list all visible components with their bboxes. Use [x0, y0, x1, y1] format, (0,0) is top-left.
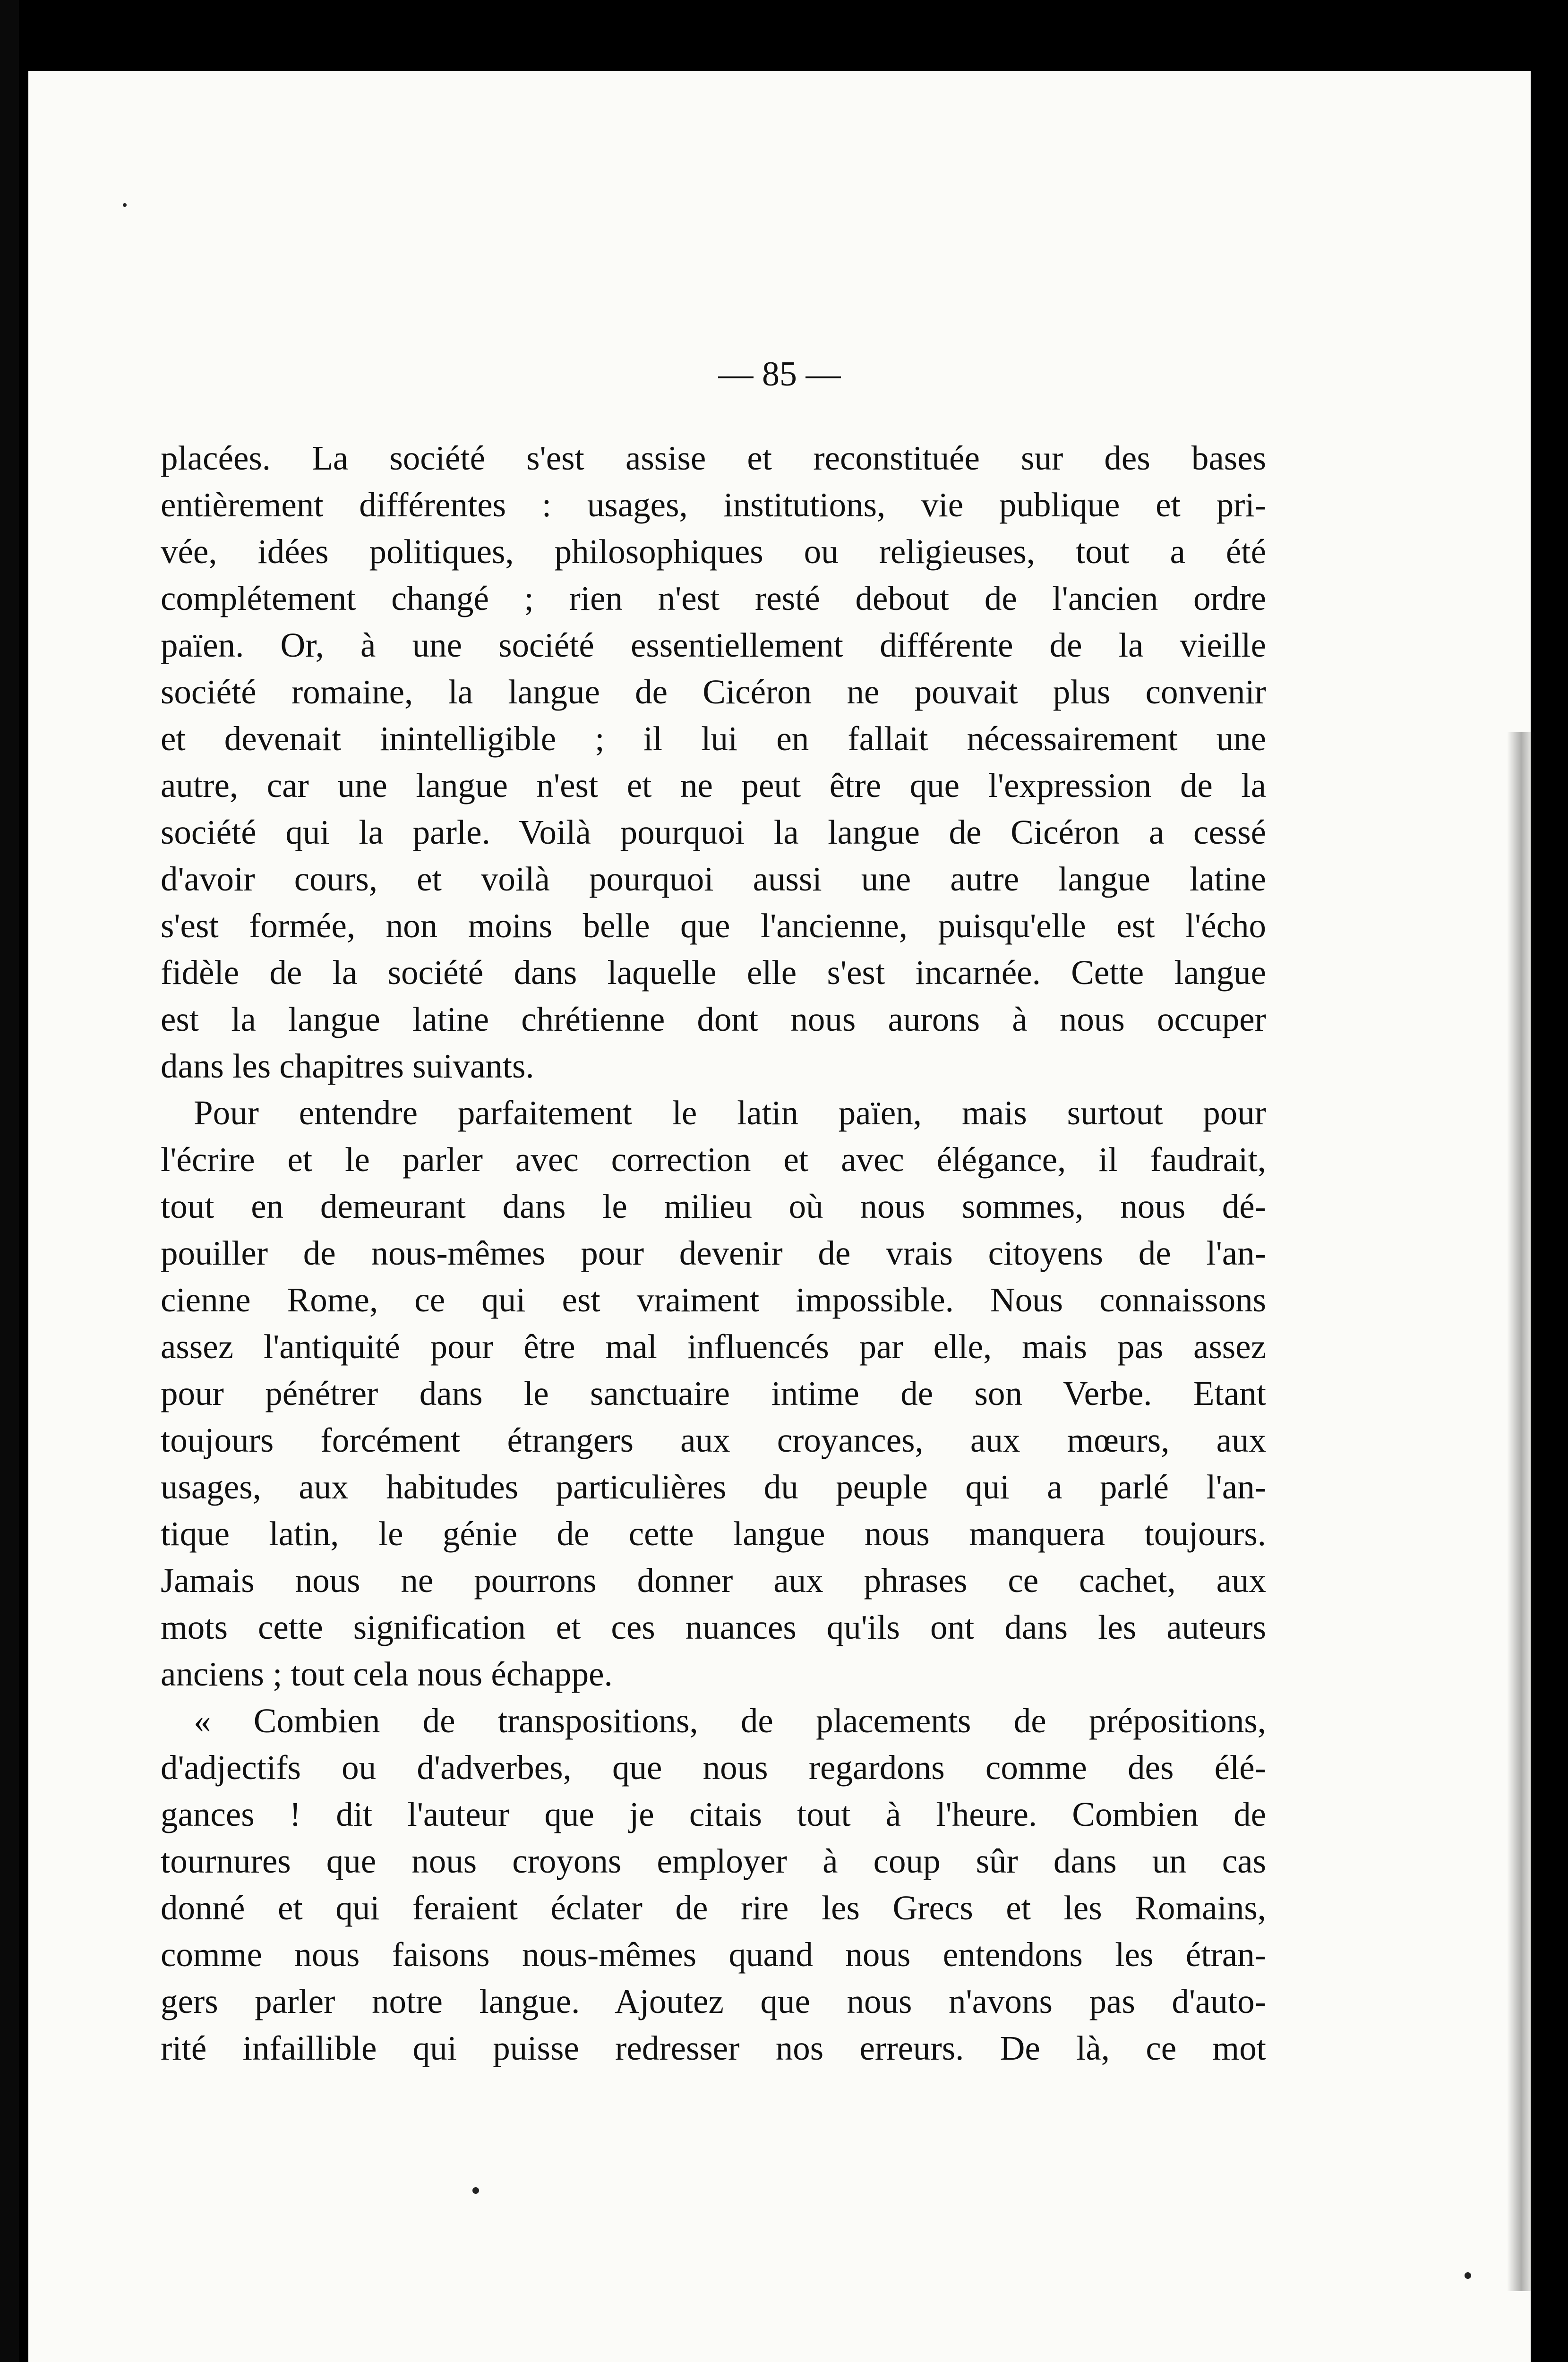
text-line: païen. Or, à une société essentiellement différente de la vieille: [161, 626, 1266, 664]
text-line: donné et qui feraient éclater de rire les Grecs et les Romains,: [161, 1889, 1266, 1927]
text-line: complétement changé ; rien n'est resté debout de l'ancien ordre: [161, 579, 1266, 617]
text-line: rité infaillible qui puisse redresser nos erreurs. De là, ce mot: [161, 2029, 1266, 2067]
text-line: « Combien de transpositions, de placements de prépositions,: [194, 1702, 1266, 1740]
page-sheet: [28, 71, 1531, 2362]
text-line: tique latin, le génie de cette langue nous manquera toujours.: [161, 1515, 1266, 1553]
text-line: pour pénétrer dans le sanctuaire intime de son Verbe. Etant: [161, 1374, 1266, 1412]
text-line: est la langue latine chrétienne dont nous aurons à nous occuper: [161, 1000, 1266, 1038]
text-line: gers parler notre langue. Ajoutez que nous n'avons pas d'auto-: [161, 1982, 1266, 2020]
text-line: d'adjectifs ou d'adverbes, que nous regardons comme des élé-: [161, 1748, 1266, 1787]
text-line: et devenait inintelligible ; il lui en fallait nécessairement une: [161, 719, 1266, 758]
text-line: entièrement différentes : usages, institutions, vie publique et pri-: [161, 486, 1266, 524]
text-line: pouiller de nous-mêmes pour devenir de vrais citoyens de l'an-: [161, 1234, 1266, 1272]
text-line: tournures que nous croyons employer à coup sûr dans un cas: [161, 1842, 1266, 1880]
text-line: toujours forcément étrangers aux croyances, aux mœurs, aux: [161, 1421, 1266, 1459]
text-line: d'avoir cours, et voilà pourquoi aussi une autre langue latine: [161, 860, 1266, 898]
body-text: [161, 435, 1266, 2071]
text-line: tout en demeurant dans le milieu où nous sommes, nous dé-: [161, 1187, 1266, 1225]
text-line: l'écrire et le parler avec correction et avec élégance, il faudrait,: [161, 1140, 1266, 1179]
text-line: société romaine, la langue de Cicéron ne pouvait plus convenir: [161, 673, 1266, 711]
text-line: fidèle de la société dans laquelle elle s'est incarnée. Cette langue: [161, 953, 1266, 992]
page-number: — 85 —: [718, 355, 841, 394]
text-line: Jamais nous ne pourrons donner aux phrases ce cachet, aux: [161, 1561, 1266, 1600]
text-line: vée, idées politiques, philosophiques ou religieuses, tout a été: [161, 532, 1266, 571]
text-line: dans les chapitres suivants.: [161, 1047, 534, 1085]
scan-smudge: [1507, 732, 1535, 2291]
text-line: mots cette signification et ces nuances qu'ils ont dans les auteurs: [161, 1608, 1266, 1646]
text-line: assez l'antiquité pour être mal influencés par elle, mais pas assez: [161, 1327, 1266, 1366]
ink-speck: [123, 203, 127, 207]
text-line: s'est formée, non moins belle que l'ancienne, puisqu'elle est l'écho: [161, 907, 1266, 945]
text-line: usages, aux habitudes particulières du peuple qui a parlé l'an-: [161, 1468, 1266, 1506]
text-line: anciens ; tout cela nous échappe.: [161, 1655, 613, 1693]
text-line: placées. La société s'est assise et reconstituée sur des bases: [161, 439, 1266, 477]
text-line: cienne Rome, ce qui est vraiment impossible. Nous connaissons: [161, 1281, 1266, 1319]
text-line: comme nous faisons nous-mêmes quand nous entendons les étran-: [161, 1935, 1266, 1974]
text-line: Pour entendre parfaitement le latin païen, mais surtout pour: [194, 1094, 1266, 1132]
text-line: autre, car une langue n'est et ne peut être que l'expression de la: [161, 766, 1266, 804]
text-line: société qui la parle. Voilà pourquoi la langue de Cicéron a cessé: [161, 813, 1266, 851]
text-line: gances ! dit l'auteur que je citais tout à l'heure. Combien de: [161, 1795, 1266, 1833]
ink-speck: [472, 2187, 479, 2194]
binding-edge: [0, 0, 19, 2362]
ink-speck: [1465, 2272, 1471, 2279]
